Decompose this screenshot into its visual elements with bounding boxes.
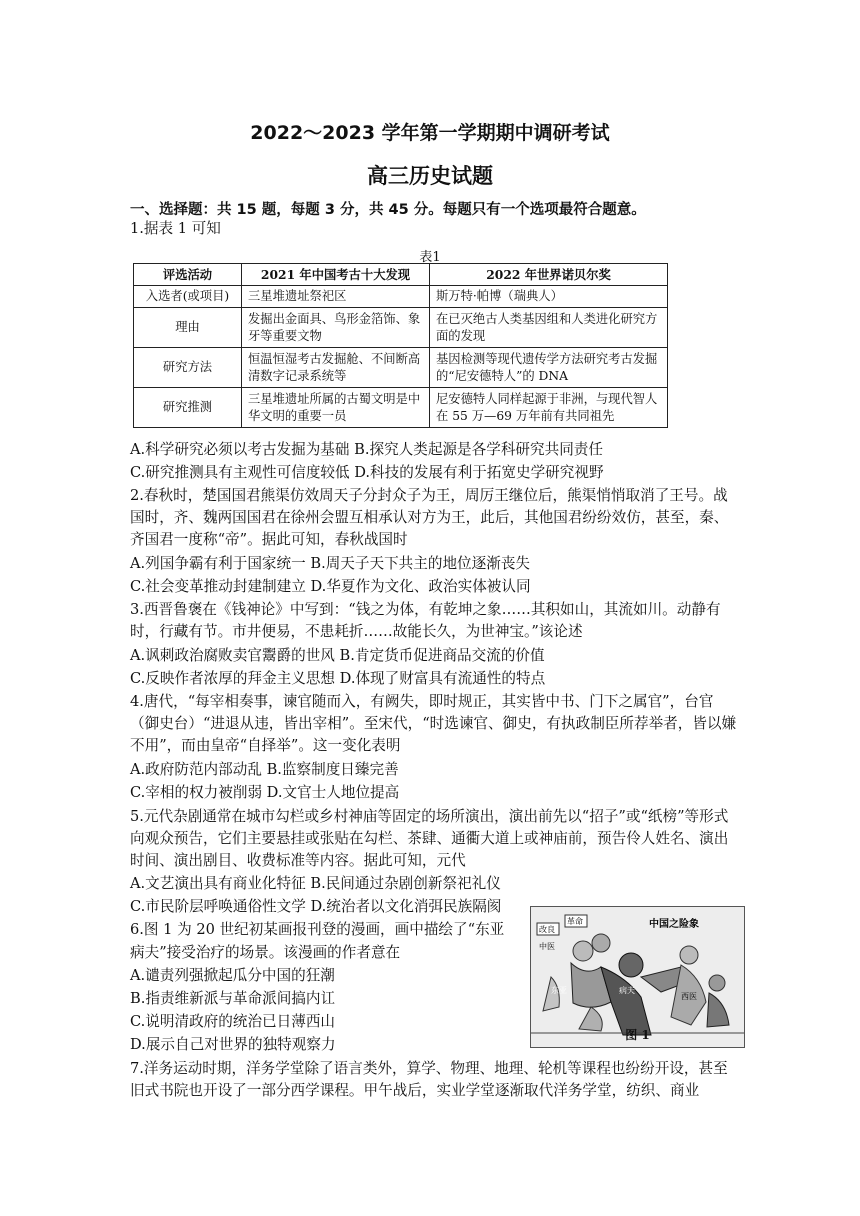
q7-stem: 7.洋务运动时期，洋务学堂除了语言类外，算学、物理、地理、轮机等课程也纷纷开设，甚至旧式书院也开设了一部分西学课程。甲午战后，实业学堂逐渐取代洋务学堂，纺织、商业 xyxy=(130,1060,728,1100)
figure-title: 中国之险象 xyxy=(649,919,699,930)
table-row-label: 入选者(或项目) xyxy=(134,286,242,308)
figure-label: 中医 xyxy=(539,942,555,951)
table-row xyxy=(134,286,668,308)
table-cell: 基因检测等现代遗传学方法研究考古发掘的“尼安德特人”的 DNA xyxy=(430,348,668,388)
table-header-row xyxy=(134,264,668,286)
q3-options-cd: C.反映作者浓厚的拜金主义思想 D.体现了财富具有流通性的特点 xyxy=(130,670,546,687)
table-row xyxy=(134,388,668,428)
figure-label: 东亚 xyxy=(551,986,567,995)
q5-options-ab: A.文艺演出具有商业化特征 B.民间通过杂剧创新祭祀礼仪 xyxy=(130,875,501,892)
q1-options-cd: C.研究推测具有主观性可信度较低 D.科技的发展有利于拓宽史学研究视野 xyxy=(130,464,604,481)
q4-options-ab: A.政府防范内部动乱 B.监察制度日臻完善 xyxy=(130,761,399,778)
exam-title: 2022～2023 学年第一学期期中调研考试 xyxy=(250,122,610,144)
q4-options-cd: C.宰相的权力被削弱 D.文官士人地位提高 xyxy=(130,784,400,801)
cartoon-figure xyxy=(530,906,745,1048)
q3-stem: 3.西晋鲁褒在《钱神论》中写到：“钱之为体，有乾坤之象……其积如山，其流如川。动静有时，行藏有节。市井便易，不患耗折……故能长久，为世神宝。”该论述 xyxy=(130,601,721,641)
table-header-cell: 2022 年世界诺贝尔奖 xyxy=(430,264,668,286)
figure-label: 病夫 xyxy=(619,986,635,995)
q1-options-ab: A.科学研究必须以考古发掘为基础 B.探究人类起源是各学科研究共同责任 xyxy=(130,441,603,458)
q5-options-cd: C.市民阶层呼唤通俗性文学 D.统治者以文化消弭民族隔阂 xyxy=(130,898,502,915)
table-cell: 斯万特·帕博（瑞典人） xyxy=(430,286,668,308)
q6-option-b: B.指责维新派与革命派间搞内讧 xyxy=(130,990,336,1007)
figure-label: 革命 xyxy=(567,917,583,926)
table-cell: 发掘出金面具、鸟形金箔饰、象牙等重要文物 xyxy=(242,308,430,348)
q1-stem: 1.据表 1 可知 xyxy=(130,220,221,237)
table-header-cell: 评选活动 xyxy=(134,264,242,286)
table-cell: 尼安德特人同样起源于非洲，与现代智人在 55 万—69 万年前有共同祖先 xyxy=(430,388,668,428)
table-row-label: 研究方法 xyxy=(134,348,242,388)
table-row xyxy=(134,308,668,348)
q2-options-ab: A.列国争霸有利于国家统一 B.周天子天下共主的地位逐渐丧失 xyxy=(130,555,531,572)
table-row xyxy=(134,348,668,388)
table-cell: 在已灭绝古人类基因组和人类进化研究方面的发现 xyxy=(430,308,668,348)
exam-subtitle: 高三历史试题 xyxy=(367,164,493,188)
figure-caption: 图 1 xyxy=(625,1028,650,1042)
comparison-table xyxy=(133,263,668,428)
q3-options-ab: A.讽刺政治腐败卖官鬻爵的世风 B.肯定货币促进商品交流的价值 xyxy=(130,647,545,664)
table-header-cell: 2021 年中国考古十大发现 xyxy=(242,264,430,286)
q6-stem-line1: 6.图 1 为 20 世纪初某画报刊登的漫画，画中描绘了“东亚 xyxy=(130,921,505,938)
q6-option-c: C.说明清政府的统治已日薄西山 xyxy=(130,1013,336,1030)
q6-option-d: D.展示自己对世界的独特观察力 xyxy=(130,1036,336,1053)
figure-label: 西医 xyxy=(681,992,697,1001)
table-cell: 三星堆遗址祭祀区 xyxy=(242,286,430,308)
table-row-label: 研究推测 xyxy=(134,388,242,428)
table-caption: 表1 xyxy=(419,250,441,265)
table-cell: 三星堆遗址所属的古蜀文明是中华文明的重要一员 xyxy=(242,388,430,428)
table-cell: 恒温恒湿考古发掘舱、不间断高清数字记录系统等 xyxy=(242,348,430,388)
q6-stem-line2: 病夫”接受治疗的场景。该漫画的作者意在 xyxy=(130,944,401,961)
q4-stem: 4.唐代，“每宰相奏事，谏官随而入，有阙失，即时规正，其实皆中书、门下之属官”，台官（御史台）“进退从违，皆出宰相”。至宋代，“时选谏官、御史，有执政制臣所荐举者，皆以嫌不用”，而由皇帝“自择举”。这一变化表明 xyxy=(130,693,737,755)
figure-label: 改良 xyxy=(539,925,555,934)
q2-stem: 2.春秋时，楚国国君熊渠仿效周天子分封众子为王，周厉王继位后，熊渠悄悄取消了王号。战国时，齐、魏两国国君在徐州会盟互相承认对方为王，此后，其他国君纷纷效仿，甚至，秦、齐国君一度称“帝”。据此可知，春秋战国时 xyxy=(130,487,729,549)
table-row-label: 理由 xyxy=(134,308,242,348)
q2-options-cd: C.社会变革推动封建制建立 D.华夏作为文化、政治实体被认同 xyxy=(130,578,531,595)
q5-stem: 5.元代杂剧通常在城市勾栏或乡村神庙等固定的场所演出，演出前先以“招子”或“纸榜”等形式向观众预告，它们主要悬挂或张贴在勾栏、茶肆、通衢大道上或神庙前，预告伶人姓名、演出时间、演出剧目、收费标准等内容。据此可知，元代 xyxy=(130,808,729,870)
q6-option-a: A.谴责列强掀起瓜分中国的狂潮 xyxy=(130,967,335,984)
section-heading: 一、选择题：共 15 题，每题 3 分，共 45 分。每题只有一个选项最符合题意。 xyxy=(130,202,646,218)
